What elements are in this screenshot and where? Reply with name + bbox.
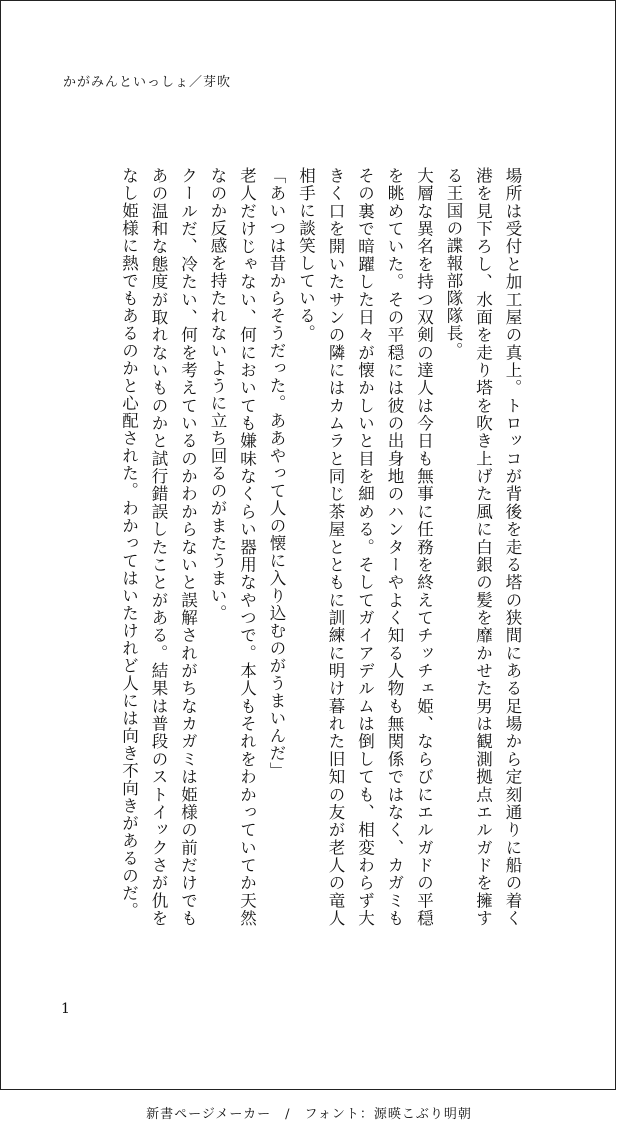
footer-credit: 新書ページメーカー / フォント：源暎こぶり明朝	[146, 1107, 472, 1122]
running-header-title: かがみんといっしょ／芽吹	[63, 75, 232, 90]
paragraph-5: クールだ、冷たい、何を考えているのかわからないと誤解されがちなカガミは姫様の前だけでもあの温和な態度が取れないものかと試行錯誤したことがある。結果は普段のストイックさが仇をなし姫様に熱でもあるのかと心配された。わかってはいたけれど人には向き不向きがあるのだ。	[119, 167, 198, 927]
page-number: 1	[61, 1001, 70, 1017]
paragraph-3: 「あいつは昔からそうだった。ああやって人の懐に入り込むのがうまいんだ」	[267, 167, 286, 780]
paragraph-4: 老人だけじゃない、何においても嫌味なくらい器用なやつで。本人もそれをわかっていてか天然なのか反感を持たれないように立ち回るのがまたうまい。	[208, 167, 257, 927]
paragraph-2: 大層な異名を持つ双剣の達人は今日も無事に任務を終えてチッチェ姫、ならびにエルガドの平穏を眺めていた。その平穏には彼の出身地のハンターやよく知る人物も無関係ではなく、カガミもその裏で暗躍した日々が懐かしいと目を細める。そしてガイアデルムは倒しても、相変わらず大きく口を開いたサンの隣にはカムラと同じ茶屋とともに訓練に明け暮れた旧知の友が老人の竜人相手に談笑している。	[296, 167, 434, 928]
vertical-body-text	[114, 167, 527, 927]
paragraph-1: 場所は受付と加工屋の真上。トロッコが背後を走る塔の狭間にある足場から定刻通りに船の着く港を見下ろし、水面を走り塔を吹き上げた風に白銀の髪を靡かせた男は観測拠点エルガドを擁する王国の諜報部隊隊長。	[444, 167, 522, 927]
